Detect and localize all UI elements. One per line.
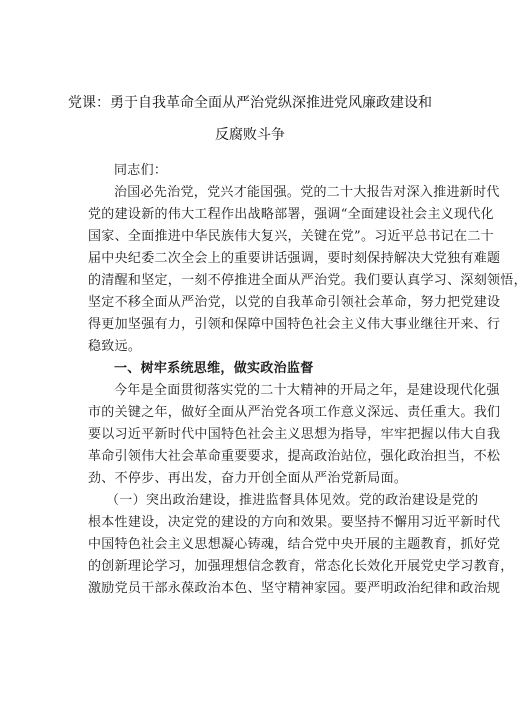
subsection-line: （一）突出政治建设，推进监督具体见效。党的政治建设是党的 xyxy=(106,493,479,508)
document-title-line-1: 党课：勇于自我革命全面从严治党纵深推进党风廉政建设和 xyxy=(68,95,432,111)
paragraph-line: 要以习近平新时代中国特色社会主义思想为指导，牢牢把握以伟大自我 xyxy=(88,427,501,442)
paragraph-line: 届中央纪委二次全会上的重要讲话强调，要时刻保持解决大党独有难题 xyxy=(88,251,501,266)
paragraph-line: 的清醒和坚定，一刻不停推进全面从严治党。我们要认真学习、深刻领悟， xyxy=(88,273,527,288)
paragraph-line: 今年是全面贯彻落实党的二十大精神的开局之年，是建设现代化强 xyxy=(114,383,500,398)
section-heading: 一、树牢系统思维，做实政治监督 xyxy=(114,361,314,376)
paragraph-line: 得更加坚强有力，引领和保障中国特色社会主义伟大事业继往开来、行 xyxy=(88,317,501,332)
paragraph-line: 党的建设新的伟大工程作出战略部署，强调“全面建设社会主义现代化 xyxy=(88,207,494,222)
paragraph-line: 坚定不移全面从严治党，以党的自我革命引领社会革命，努力把党建设 xyxy=(88,295,501,310)
paragraph-line: 市的关键之年，做好全面从严治党各项工作意义深远、责任重大。我们 xyxy=(88,405,501,420)
paragraph-line: 中国特色社会主义思想凝心铸魂，结合党中央开展的主题教育，抓好党 xyxy=(88,537,501,552)
paragraph-line: 国家、全面推进中华民族伟大复兴，关键在党”。习近平总书记在二十 xyxy=(88,229,494,244)
paragraph-line: 稳致远。 xyxy=(88,339,142,354)
paragraph-line: 劲、不停步、再出发，奋力开创全面从严治党新局面。 xyxy=(88,471,408,486)
document-title-line-2: 反腐败斗争 xyxy=(215,127,285,143)
paragraph-line: 革命引领伟大社会革命重要要求，提高政治站位，强化政治担当，不松 xyxy=(88,449,501,464)
paragraph-line: 激励党员干部永葆政治本色、坚守精神家园。要严明政治纪律和政治规 xyxy=(88,581,501,596)
paragraph-line: 治国必先治党，党兴才能国强。党的二十大报告对深入推进新时代 xyxy=(114,185,500,200)
paragraph-line: 的创新理论学习，加强理想信念教育，常态化长效化开展党史学习教育， xyxy=(88,559,514,574)
salutation: 同志们： xyxy=(114,163,168,178)
document-body xyxy=(88,160,527,600)
paragraph-line: 根本性建设，决定党的建设的方向和效果。要坚持不懈用习近平新时代 xyxy=(88,515,501,530)
